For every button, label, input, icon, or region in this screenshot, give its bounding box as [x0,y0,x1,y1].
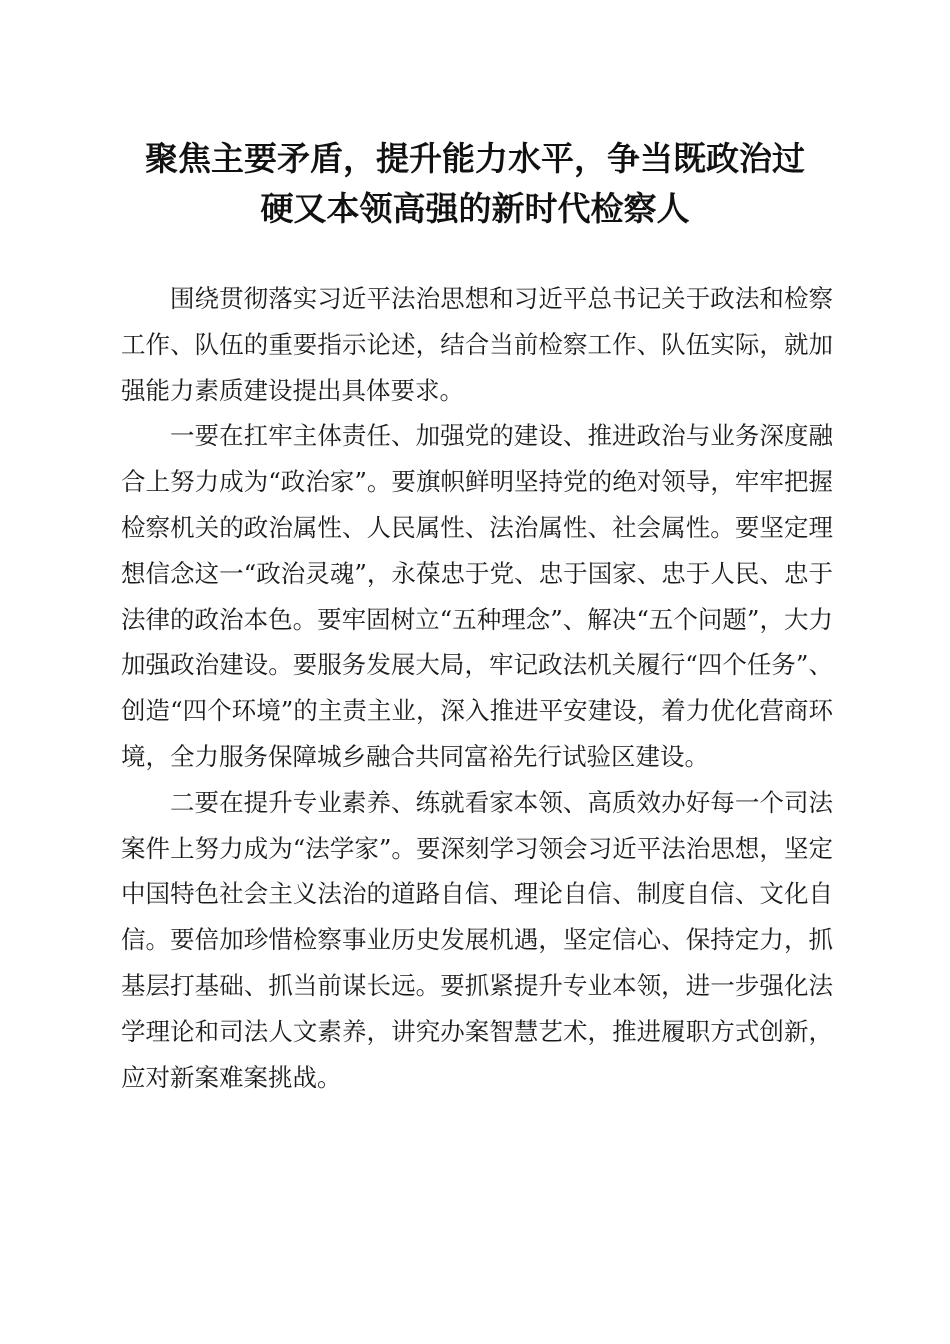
paragraph-intro: 围绕贯彻落实习近平法治思想和习近平总书记关于政法和检察工作、队伍的重要指示论述，结合当前检察工作、队伍实际，就加强能力素质建设提出具体要求。 [121,284,833,405]
title-line-2: 硬又本领高强的新时代检察人 [260,189,690,228]
paragraph-jurist: 二要在提升专业素养、练就看家本领、高质效办好每一个司法案件上努力成为“法学家”。要深刻学习领会习近平法治思想，坚定中国特色社会主义法治的道路自信、理论自信、制度自信、文化自信。要倍加珍惜检察事业历史发展机遇，坚定信心、保持定力，抓基层打基础、抓当前谋长远。要抓紧提升专业本领，进一步强化法学理论和司法人文素养，讲究办案智慧艺术，推进履职方式创新，应对新案难案挑战。 [121,787,833,1092]
document-body [121,276,833,1100]
paragraph-politician: 一要在扛牢主体责任、加强党的建设、推进政治与业务深度融合上努力成为“政治家”。要旗帜鲜明坚持党的绝对领导，牢牢把握检察机关的政治属性、人民属性、法治属性、社会属性。要坚定理想信念这一“政治灵魂”，永葆忠于党、忠于国家、忠于人民、忠于法律的政治本色。要牢固树立“五种理念”、解决“五个问题”，大力加强政治建设。要服务发展大局，牢记政法机关履行“四个任务”、创造“四个环境”的主责主业，深入推进平安建设，着力优化营商环境，全力服务保障城乡融合共同富裕先行试验区建设。 [121,421,833,771]
title-line-1: 聚焦主要矛盾，提升能力水平，争当既政治过 [145,139,805,178]
document-title [110,134,840,234]
